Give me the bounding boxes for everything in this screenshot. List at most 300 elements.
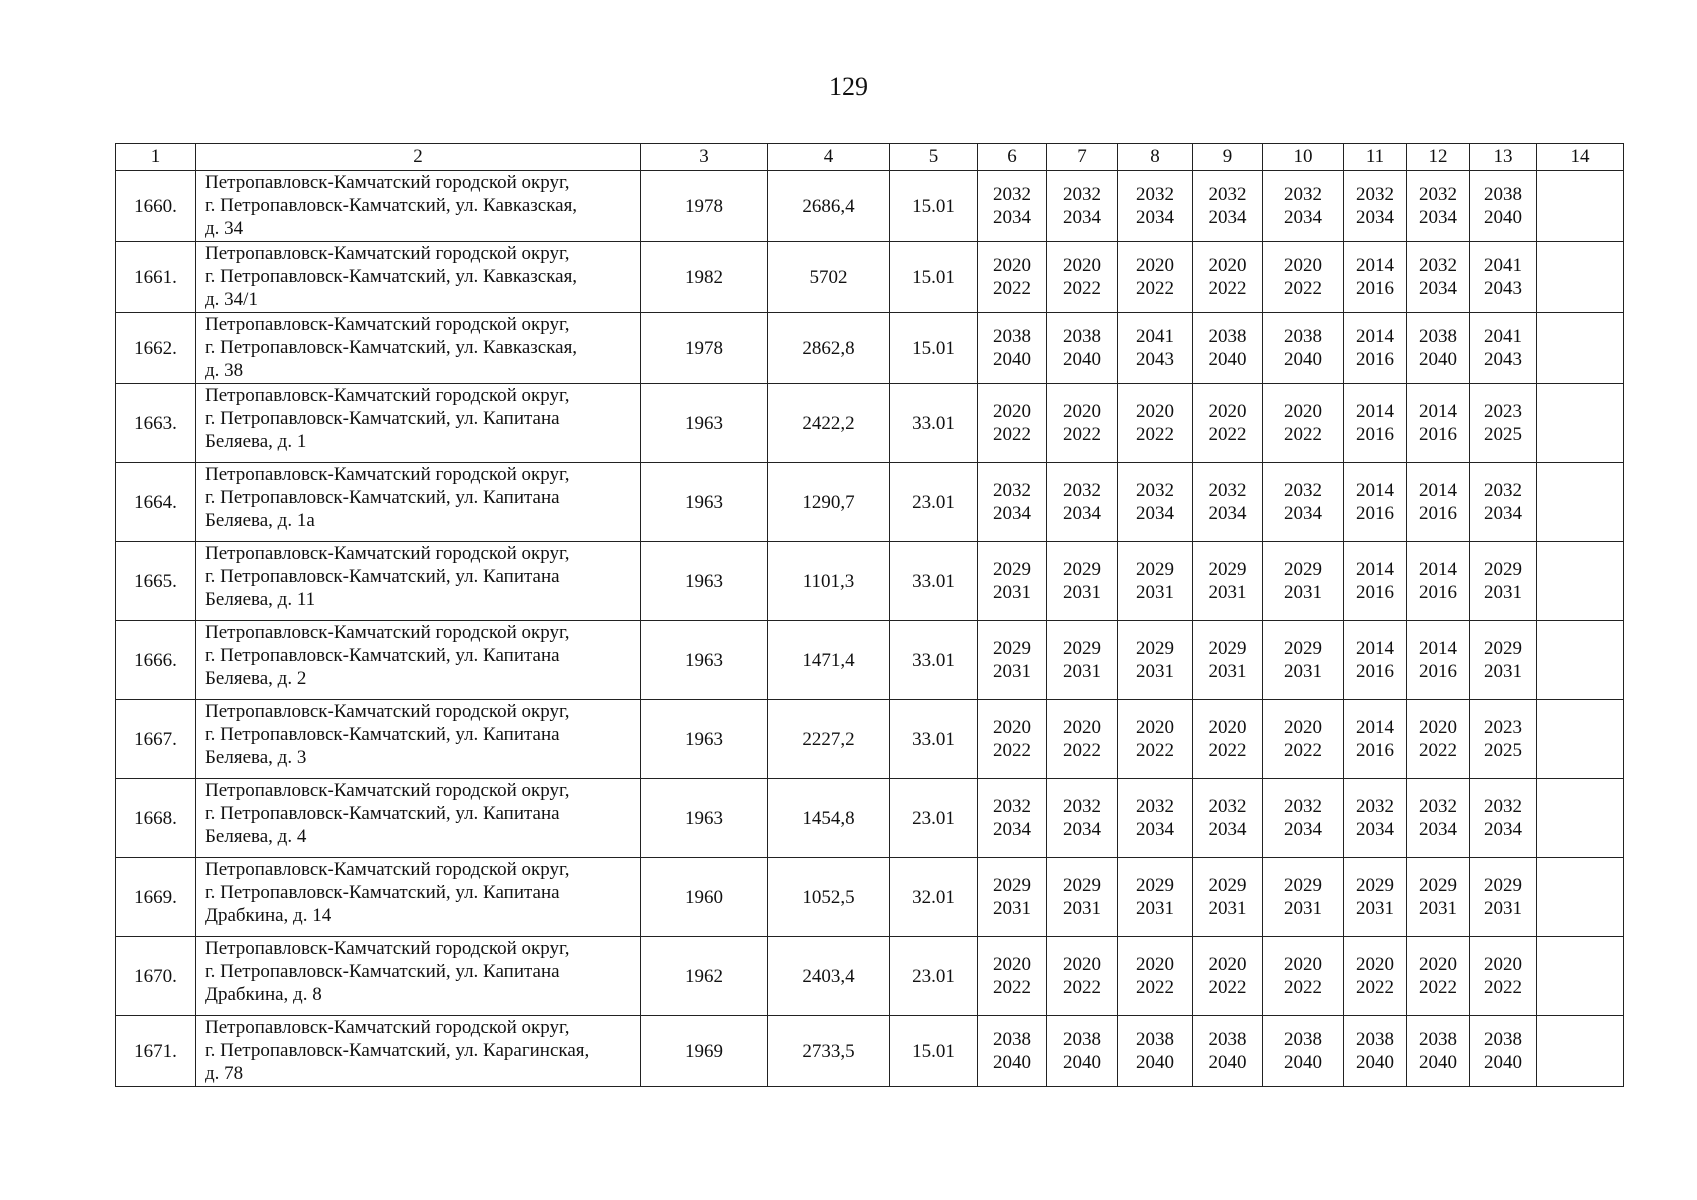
period-end-year: 2034 bbox=[1136, 207, 1174, 228]
column-header-4: 4 bbox=[768, 144, 890, 171]
period-cell-col-10 bbox=[1263, 858, 1344, 937]
period-end-year: 2043 bbox=[1484, 278, 1522, 299]
period-cell-col-7 bbox=[1047, 779, 1118, 858]
period-end-year: 2022 bbox=[1284, 278, 1322, 299]
column-header-2: 2 bbox=[196, 144, 641, 171]
period-cell-col-11 bbox=[1344, 1016, 1407, 1087]
total-area: 1052,5 bbox=[768, 858, 890, 937]
period-start-year: 2032 bbox=[1136, 184, 1174, 205]
period-end-year: 2022 bbox=[1208, 278, 1247, 299]
build-year: 1969 bbox=[641, 1016, 768, 1087]
period-start-year: 2020 bbox=[993, 255, 1031, 276]
building-code: 23.01 bbox=[890, 937, 978, 1016]
building-code: 33.01 bbox=[890, 700, 978, 779]
period-end-year: 2022 bbox=[993, 740, 1031, 761]
address-line: г. Петропавловск-Камчатский, ул. Капитана bbox=[205, 803, 560, 824]
period-cell-col-8 bbox=[1118, 242, 1193, 313]
address-line: Петропавловск-Камчатский городской округ, bbox=[205, 243, 570, 264]
period-start-year: 2020 bbox=[1356, 954, 1394, 975]
period-end-year: 2031 bbox=[1419, 898, 1457, 919]
address-line: д. 34/1 bbox=[205, 289, 258, 310]
period-end-year: 2022 bbox=[1284, 740, 1322, 761]
period-end-year: 2031 bbox=[1208, 661, 1247, 682]
period-cell-col-8 bbox=[1118, 700, 1193, 779]
period-start-year: 2029 bbox=[1208, 638, 1247, 659]
period-start-year: 2014 bbox=[1356, 717, 1394, 738]
period-end-year: 2040 bbox=[1063, 1052, 1101, 1073]
period-cell-col-8 bbox=[1118, 621, 1193, 700]
period-start-year: 2023 bbox=[1484, 401, 1522, 422]
period-cell-col-12 bbox=[1407, 700, 1470, 779]
period-cell-col-12 bbox=[1407, 542, 1470, 621]
address-line: д. 78 bbox=[205, 1063, 244, 1084]
period-cell-col-11 bbox=[1344, 779, 1407, 858]
row-number: 1669. bbox=[116, 858, 196, 937]
address-line: Драбкина, д. 14 bbox=[205, 905, 332, 926]
period-cell-col-7 bbox=[1047, 384, 1118, 463]
column-14-cell bbox=[1537, 937, 1624, 1016]
period-cell-col-11 bbox=[1344, 621, 1407, 700]
period-start-year: 2032 bbox=[1284, 796, 1322, 817]
period-end-year: 2034 bbox=[1284, 503, 1322, 524]
period-start-year: 2020 bbox=[1136, 717, 1174, 738]
period-cell-col-11 bbox=[1344, 242, 1407, 313]
period-start-year: 2029 bbox=[1484, 638, 1522, 659]
period-start-year: 2029 bbox=[1284, 559, 1322, 580]
period-cell-col-11 bbox=[1344, 171, 1407, 242]
period-start-year: 2014 bbox=[1356, 401, 1394, 422]
period-cell-col-11 bbox=[1344, 858, 1407, 937]
total-area: 1454,8 bbox=[768, 779, 890, 858]
period-cell-col-6 bbox=[978, 779, 1047, 858]
address-line: Беляева, д. 1а bbox=[205, 510, 315, 531]
address-line: Беляева, д. 2 bbox=[205, 668, 307, 689]
period-end-year: 2025 bbox=[1484, 740, 1522, 761]
period-end-year: 2043 bbox=[1136, 349, 1174, 370]
period-start-year: 2032 bbox=[993, 184, 1031, 205]
table-row bbox=[116, 937, 1624, 1016]
period-end-year: 2022 bbox=[1136, 977, 1174, 998]
period-cell-col-8 bbox=[1118, 1016, 1193, 1087]
period-end-year: 2031 bbox=[1063, 898, 1101, 919]
address-line: г. Петропавловск-Камчатский, ул. Кавказская, bbox=[205, 337, 578, 358]
period-end-year: 2031 bbox=[1063, 661, 1101, 682]
period-start-year: 2020 bbox=[1063, 401, 1101, 422]
period-end-year: 2031 bbox=[1136, 582, 1174, 603]
period-cell-col-10 bbox=[1263, 1016, 1344, 1087]
period-end-year: 2022 bbox=[1063, 977, 1101, 998]
period-start-year: 2032 bbox=[1208, 796, 1247, 817]
build-year: 1963 bbox=[641, 384, 768, 463]
column-14-cell bbox=[1537, 858, 1624, 937]
period-cell-col-7 bbox=[1047, 542, 1118, 621]
period-cell-col-10 bbox=[1263, 700, 1344, 779]
period-end-year: 2034 bbox=[1208, 207, 1247, 228]
period-cell-col-13 bbox=[1470, 313, 1537, 384]
period-end-year: 2040 bbox=[993, 349, 1031, 370]
period-start-year: 2038 bbox=[993, 326, 1031, 347]
address-cell bbox=[196, 384, 641, 463]
period-end-year: 2031 bbox=[1484, 582, 1522, 603]
period-end-year: 2031 bbox=[1284, 582, 1322, 603]
build-year: 1963 bbox=[641, 621, 768, 700]
period-cell-col-8 bbox=[1118, 313, 1193, 384]
column-14-cell bbox=[1537, 171, 1624, 242]
period-start-year: 2032 bbox=[1284, 480, 1322, 501]
period-cell-col-11 bbox=[1344, 313, 1407, 384]
period-end-year: 2022 bbox=[1284, 977, 1322, 998]
period-end-year: 2022 bbox=[1063, 424, 1101, 445]
address-line: г. Петропавловск-Камчатский, ул. Капитана bbox=[205, 408, 560, 429]
period-end-year: 2022 bbox=[1356, 977, 1394, 998]
total-area: 2862,8 bbox=[768, 313, 890, 384]
period-end-year: 2022 bbox=[1419, 977, 1457, 998]
period-end-year: 2031 bbox=[993, 582, 1031, 603]
period-end-year: 2034 bbox=[1484, 503, 1522, 524]
address-line: г. Петропавловск-Камчатский, ул. Карагинская, bbox=[205, 1040, 590, 1061]
table-row bbox=[116, 242, 1624, 313]
column-header-14: 14 bbox=[1537, 144, 1624, 171]
address-line: г. Петропавловск-Камчатский, ул. Капитана bbox=[205, 882, 560, 903]
building-code: 33.01 bbox=[890, 384, 978, 463]
period-start-year: 2029 bbox=[1284, 875, 1322, 896]
address-line: г. Петропавловск-Камчатский, ул. Капитана bbox=[205, 645, 560, 666]
period-start-year: 2020 bbox=[1484, 954, 1522, 975]
address-cell bbox=[196, 171, 641, 242]
period-cell-col-13 bbox=[1470, 1016, 1537, 1087]
period-start-year: 2032 bbox=[1484, 796, 1522, 817]
building-code: 32.01 bbox=[890, 858, 978, 937]
period-end-year: 2016 bbox=[1356, 582, 1394, 603]
period-start-year: 2038 bbox=[1284, 1029, 1322, 1050]
row-number: 1667. bbox=[116, 700, 196, 779]
period-cell-col-9 bbox=[1193, 171, 1263, 242]
total-area: 5702 bbox=[768, 242, 890, 313]
period-cell-col-11 bbox=[1344, 384, 1407, 463]
address-line: Петропавловск-Камчатский городской округ, bbox=[205, 622, 570, 643]
period-start-year: 2020 bbox=[1284, 401, 1322, 422]
build-year: 1963 bbox=[641, 463, 768, 542]
period-cell-col-10 bbox=[1263, 621, 1344, 700]
period-end-year: 2016 bbox=[1419, 582, 1457, 603]
period-end-year: 2031 bbox=[1284, 661, 1322, 682]
period-end-year: 2022 bbox=[1063, 278, 1101, 299]
period-cell-col-6 bbox=[978, 937, 1047, 1016]
period-start-year: 2029 bbox=[1208, 875, 1247, 896]
period-start-year: 2020 bbox=[1063, 255, 1101, 276]
period-cell-col-8 bbox=[1118, 171, 1193, 242]
period-cell-col-6 bbox=[978, 463, 1047, 542]
period-cell-col-9 bbox=[1193, 1016, 1263, 1087]
table-row bbox=[116, 1016, 1624, 1087]
column-header-11: 11 bbox=[1344, 144, 1407, 171]
period-start-year: 2020 bbox=[1063, 954, 1101, 975]
row-number: 1663. bbox=[116, 384, 196, 463]
column-14-cell bbox=[1537, 779, 1624, 858]
period-start-year: 2038 bbox=[1063, 326, 1101, 347]
row-number: 1662. bbox=[116, 313, 196, 384]
period-start-year: 2020 bbox=[993, 717, 1031, 738]
address-cell bbox=[196, 779, 641, 858]
build-year: 1963 bbox=[641, 542, 768, 621]
address-line: Беляева, д. 1 bbox=[205, 431, 307, 452]
period-cell-col-7 bbox=[1047, 700, 1118, 779]
period-start-year: 2032 bbox=[1063, 184, 1101, 205]
period-end-year: 2022 bbox=[993, 977, 1031, 998]
address-line: Петропавловск-Камчатский городской округ, bbox=[205, 464, 570, 485]
address-cell bbox=[196, 700, 641, 779]
period-end-year: 2040 bbox=[1136, 1052, 1174, 1073]
period-cell-col-13 bbox=[1470, 700, 1537, 779]
column-14-cell bbox=[1537, 542, 1624, 621]
period-end-year: 2031 bbox=[1208, 898, 1247, 919]
period-start-year: 2038 bbox=[1356, 1029, 1394, 1050]
column-14-cell bbox=[1537, 463, 1624, 542]
address-cell bbox=[196, 621, 641, 700]
period-cell-col-12 bbox=[1407, 621, 1470, 700]
period-start-year: 2032 bbox=[1484, 480, 1522, 501]
period-start-year: 2032 bbox=[1063, 796, 1101, 817]
period-end-year: 2022 bbox=[1208, 977, 1247, 998]
period-start-year: 2020 bbox=[1208, 717, 1247, 738]
address-line: Беляева, д. 11 bbox=[205, 589, 316, 610]
address-cell bbox=[196, 858, 641, 937]
period-start-year: 2014 bbox=[1356, 559, 1394, 580]
period-end-year: 2034 bbox=[1063, 207, 1101, 228]
row-number: 1665. bbox=[116, 542, 196, 621]
address-line: г. Петропавловск-Камчатский, ул. Капитана bbox=[205, 566, 560, 587]
period-start-year: 2029 bbox=[1136, 638, 1174, 659]
period-end-year: 2022 bbox=[993, 424, 1031, 445]
period-cell-col-12 bbox=[1407, 779, 1470, 858]
page-number: 129 bbox=[829, 72, 868, 101]
period-start-year: 2014 bbox=[1419, 480, 1457, 501]
period-start-year: 2029 bbox=[993, 559, 1031, 580]
period-cell-col-11 bbox=[1344, 463, 1407, 542]
total-area: 1101,3 bbox=[768, 542, 890, 621]
period-end-year: 2022 bbox=[1063, 740, 1101, 761]
period-end-year: 2034 bbox=[1484, 819, 1522, 840]
table-row bbox=[116, 858, 1624, 937]
period-cell-col-7 bbox=[1047, 313, 1118, 384]
period-cell-col-9 bbox=[1193, 621, 1263, 700]
period-start-year: 2029 bbox=[1484, 559, 1522, 580]
period-end-year: 2031 bbox=[1484, 661, 1522, 682]
period-end-year: 2016 bbox=[1419, 503, 1457, 524]
period-end-year: 2040 bbox=[1419, 349, 1457, 370]
column-header-10: 10 bbox=[1263, 144, 1344, 171]
period-cell-col-6 bbox=[978, 542, 1047, 621]
period-cell-col-13 bbox=[1470, 384, 1537, 463]
period-start-year: 2032 bbox=[1063, 480, 1101, 501]
period-start-year: 2041 bbox=[1484, 326, 1522, 347]
period-end-year: 2031 bbox=[1284, 898, 1322, 919]
period-cell-col-9 bbox=[1193, 542, 1263, 621]
period-start-year: 2020 bbox=[1419, 717, 1457, 738]
period-end-year: 2040 bbox=[1419, 1052, 1457, 1073]
period-end-year: 2040 bbox=[1208, 1052, 1247, 1073]
period-end-year: 2034 bbox=[1419, 278, 1457, 299]
period-end-year: 2034 bbox=[1419, 819, 1457, 840]
building-code: 33.01 bbox=[890, 542, 978, 621]
period-cell-col-12 bbox=[1407, 1016, 1470, 1087]
period-cell-col-6 bbox=[978, 242, 1047, 313]
period-cell-col-10 bbox=[1263, 542, 1344, 621]
building-code: 23.01 bbox=[890, 779, 978, 858]
period-end-year: 2040 bbox=[1063, 349, 1101, 370]
period-start-year: 2029 bbox=[993, 875, 1031, 896]
period-start-year: 2029 bbox=[1063, 638, 1101, 659]
period-start-year: 2032 bbox=[1136, 796, 1174, 817]
period-start-year: 2020 bbox=[1136, 401, 1174, 422]
period-cell-col-6 bbox=[978, 171, 1047, 242]
period-start-year: 2020 bbox=[1136, 255, 1174, 276]
period-cell-col-8 bbox=[1118, 463, 1193, 542]
period-end-year: 2025 bbox=[1484, 424, 1522, 445]
period-end-year: 2016 bbox=[1356, 424, 1394, 445]
period-start-year: 2014 bbox=[1356, 326, 1394, 347]
period-start-year: 2023 bbox=[1484, 717, 1522, 738]
period-end-year: 2031 bbox=[993, 661, 1031, 682]
period-start-year: 2020 bbox=[1284, 717, 1322, 738]
period-start-year: 2038 bbox=[1063, 1029, 1101, 1050]
period-start-year: 2032 bbox=[1419, 255, 1457, 276]
address-line: д. 38 bbox=[205, 360, 244, 381]
building-code: 15.01 bbox=[890, 171, 978, 242]
period-end-year: 2034 bbox=[1063, 819, 1101, 840]
period-start-year: 2014 bbox=[1356, 255, 1394, 276]
period-start-year: 2038 bbox=[993, 1029, 1031, 1050]
period-cell-col-12 bbox=[1407, 313, 1470, 384]
period-cell-col-12 bbox=[1407, 463, 1470, 542]
period-end-year: 2034 bbox=[1063, 503, 1101, 524]
period-end-year: 2034 bbox=[1419, 207, 1457, 228]
period-end-year: 2034 bbox=[993, 207, 1031, 228]
building-code: 33.01 bbox=[890, 621, 978, 700]
period-end-year: 2040 bbox=[1208, 349, 1247, 370]
address-line: г. Петропавловск-Камчатский, ул. Кавказская, bbox=[205, 195, 578, 216]
period-cell-col-8 bbox=[1118, 779, 1193, 858]
period-start-year: 2020 bbox=[1419, 954, 1457, 975]
column-14-cell bbox=[1537, 313, 1624, 384]
column-header-7: 7 bbox=[1047, 144, 1118, 171]
period-start-year: 2032 bbox=[1136, 480, 1174, 501]
build-year: 1960 bbox=[641, 858, 768, 937]
address-cell bbox=[196, 242, 641, 313]
period-end-year: 2016 bbox=[1356, 740, 1394, 761]
period-cell-col-11 bbox=[1344, 937, 1407, 1016]
period-cell-col-10 bbox=[1263, 171, 1344, 242]
period-start-year: 2038 bbox=[1136, 1029, 1174, 1050]
address-cell bbox=[196, 313, 641, 384]
period-start-year: 2038 bbox=[1208, 326, 1247, 347]
period-start-year: 2032 bbox=[993, 796, 1031, 817]
address-line: Петропавловск-Камчатский городской округ, bbox=[205, 385, 570, 406]
period-cell-col-10 bbox=[1263, 242, 1344, 313]
address-line: г. Петропавловск-Камчатский, ул. Капитана bbox=[205, 487, 560, 508]
period-cell-col-11 bbox=[1344, 700, 1407, 779]
period-cell-col-10 bbox=[1263, 313, 1344, 384]
column-header-8: 8 bbox=[1118, 144, 1193, 171]
address-line: г. Петропавловск-Камчатский, ул. Капитана bbox=[205, 961, 560, 982]
table-row bbox=[116, 542, 1624, 621]
table-row bbox=[116, 171, 1624, 242]
period-start-year: 2020 bbox=[993, 401, 1031, 422]
period-start-year: 2029 bbox=[993, 638, 1031, 659]
period-start-year: 2029 bbox=[1208, 559, 1247, 580]
period-start-year: 2038 bbox=[1208, 1029, 1247, 1050]
row-number: 1664. bbox=[116, 463, 196, 542]
period-cell-col-7 bbox=[1047, 1016, 1118, 1087]
period-cell-col-7 bbox=[1047, 242, 1118, 313]
period-start-year: 2038 bbox=[1484, 184, 1522, 205]
address-line: Петропавловск-Камчатский городской округ, bbox=[205, 938, 570, 959]
period-end-year: 2040 bbox=[1484, 207, 1522, 228]
address-line: Петропавловск-Камчатский городской округ, bbox=[205, 780, 570, 801]
period-start-year: 2014 bbox=[1356, 480, 1394, 501]
period-end-year: 2034 bbox=[1136, 819, 1174, 840]
table-row bbox=[116, 384, 1624, 463]
period-cell-col-7 bbox=[1047, 621, 1118, 700]
period-end-year: 2022 bbox=[1136, 278, 1174, 299]
period-end-year: 2022 bbox=[1419, 740, 1457, 761]
period-end-year: 2031 bbox=[1136, 661, 1174, 682]
period-start-year: 2038 bbox=[1419, 1029, 1457, 1050]
period-end-year: 2031 bbox=[1484, 898, 1522, 919]
column-14-cell bbox=[1537, 1016, 1624, 1087]
period-end-year: 2022 bbox=[1284, 424, 1322, 445]
period-cell-col-9 bbox=[1193, 937, 1263, 1016]
period-cell-col-9 bbox=[1193, 779, 1263, 858]
period-start-year: 2041 bbox=[1484, 255, 1522, 276]
period-cell-col-12 bbox=[1407, 242, 1470, 313]
period-start-year: 2014 bbox=[1419, 401, 1457, 422]
period-end-year: 2031 bbox=[1208, 582, 1247, 603]
address-line: Петропавловск-Камчатский городской округ, bbox=[205, 1017, 570, 1038]
column-14-cell bbox=[1537, 384, 1624, 463]
address-line: Беляева, д. 3 bbox=[205, 747, 307, 768]
period-start-year: 2032 bbox=[1419, 184, 1457, 205]
period-cell-col-11 bbox=[1344, 542, 1407, 621]
period-start-year: 2029 bbox=[1356, 875, 1394, 896]
period-end-year: 2022 bbox=[1136, 424, 1174, 445]
address-line: Петропавловск-Камчатский городской округ, bbox=[205, 314, 570, 335]
period-start-year: 2020 bbox=[1063, 717, 1101, 738]
period-cell-col-6 bbox=[978, 384, 1047, 463]
period-cell-col-13 bbox=[1470, 779, 1537, 858]
period-start-year: 2020 bbox=[1208, 401, 1247, 422]
building-code: 15.01 bbox=[890, 1016, 978, 1087]
period-start-year: 2032 bbox=[993, 480, 1031, 501]
period-cell-col-9 bbox=[1193, 242, 1263, 313]
period-cell-col-13 bbox=[1470, 542, 1537, 621]
period-cell-col-7 bbox=[1047, 463, 1118, 542]
build-year: 1962 bbox=[641, 937, 768, 1016]
period-cell-col-12 bbox=[1407, 384, 1470, 463]
period-end-year: 2043 bbox=[1484, 349, 1522, 370]
period-end-year: 2016 bbox=[1356, 349, 1394, 370]
period-cell-col-7 bbox=[1047, 937, 1118, 1016]
table-row bbox=[116, 313, 1624, 384]
period-start-year: 2041 bbox=[1136, 326, 1174, 347]
period-start-year: 2020 bbox=[1208, 255, 1247, 276]
period-cell-col-10 bbox=[1263, 779, 1344, 858]
period-start-year: 2038 bbox=[1419, 326, 1457, 347]
column-14-cell bbox=[1537, 242, 1624, 313]
address-line: д. 34 bbox=[205, 218, 244, 239]
period-cell-col-8 bbox=[1118, 384, 1193, 463]
period-start-year: 2020 bbox=[1284, 255, 1322, 276]
